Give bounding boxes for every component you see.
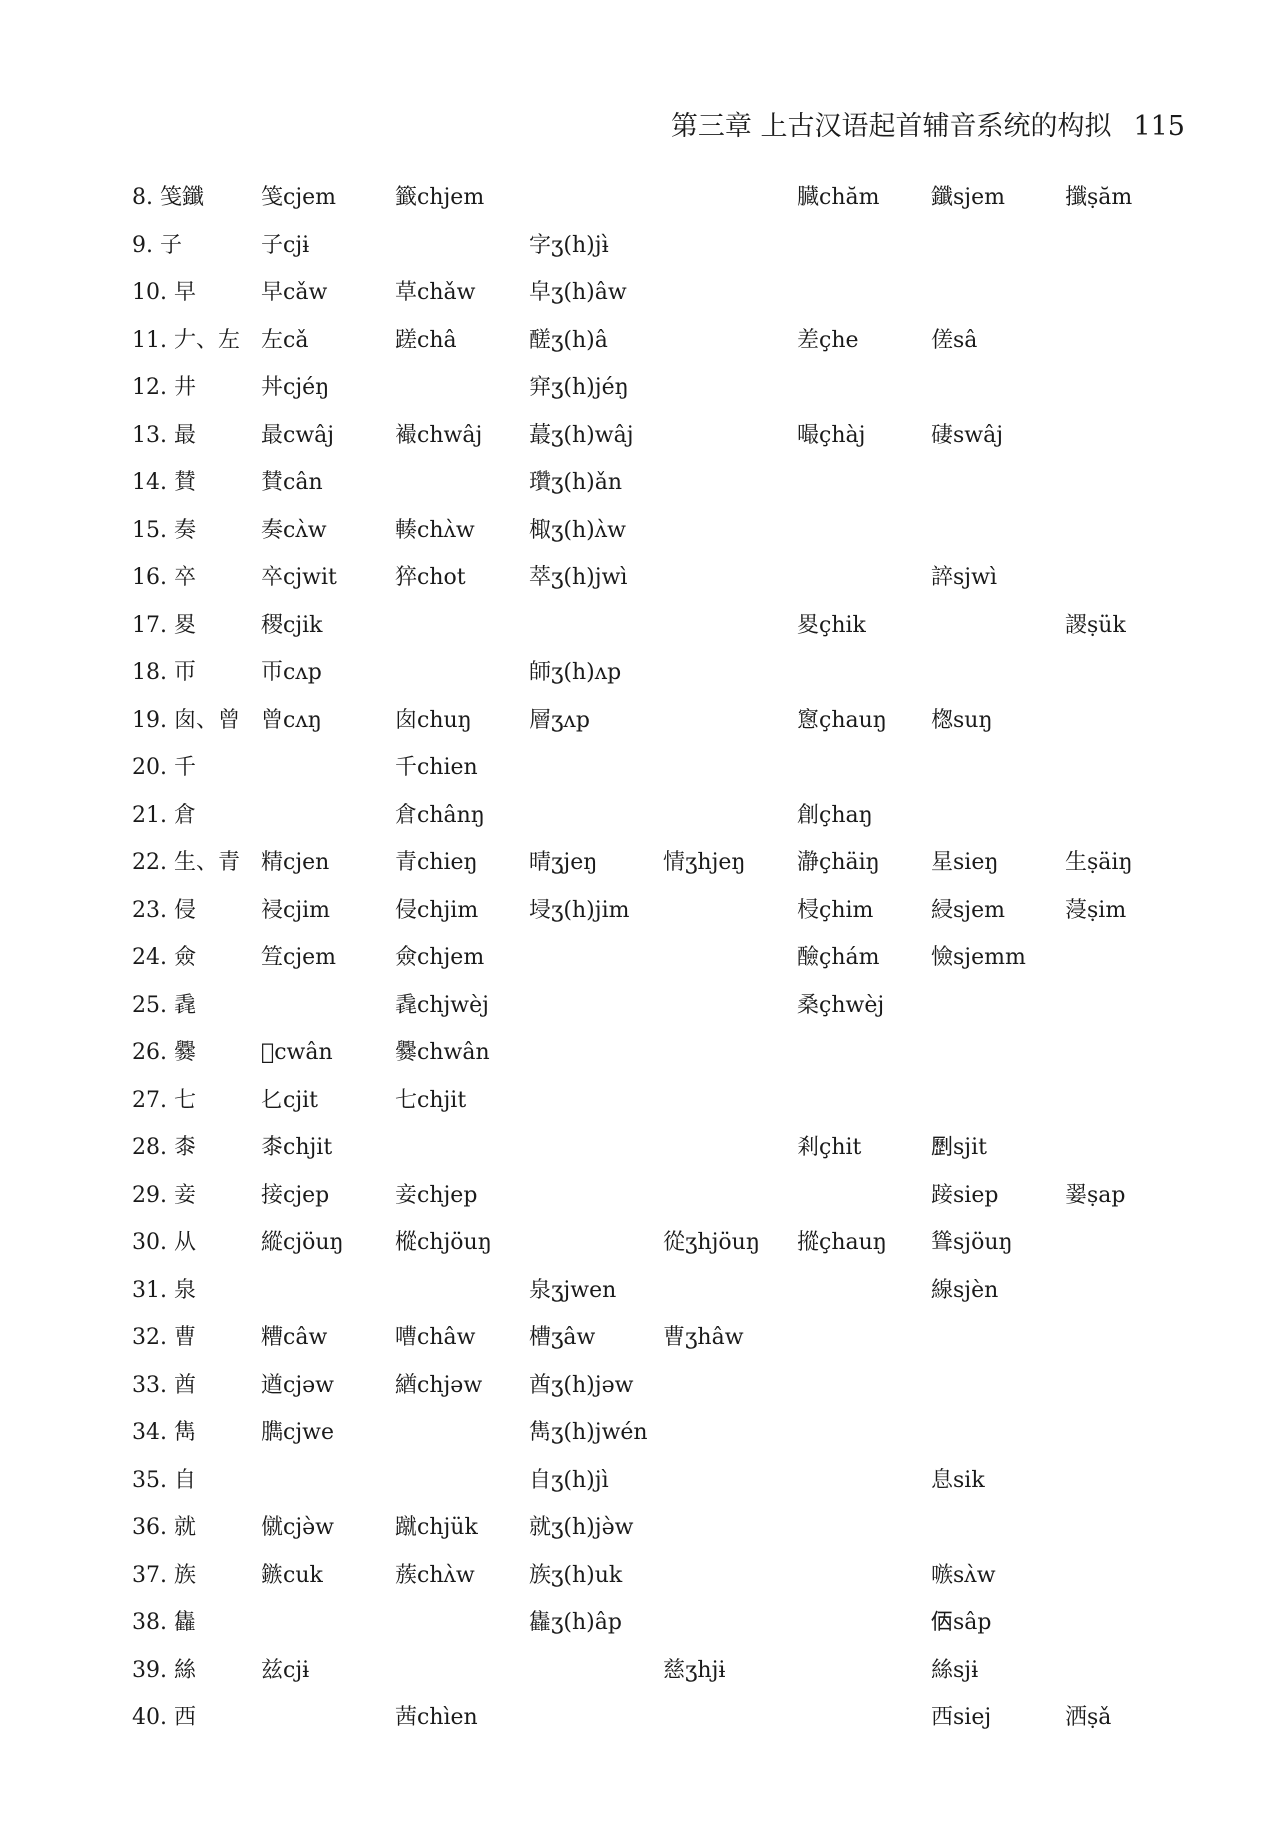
cell-retroflex-ch: 瀞çhäiŋ	[797, 850, 880, 875]
series-label: 31. 泉	[132, 1277, 196, 1303]
table-row	[132, 326, 1242, 374]
table-row	[132, 1228, 1242, 1276]
series-label: 8. 笺鑯	[132, 185, 204, 210]
cell-dz: 醝ʒ(h)â	[529, 327, 608, 353]
series-label: 28. 桼	[132, 1135, 196, 1160]
table-row	[132, 658, 1242, 706]
cell-retroflex-s: 洒ṣǎ	[1065, 1705, 1112, 1730]
table-row	[132, 183, 1242, 231]
cell-s: 𠠝sjit	[931, 1135, 987, 1160]
cell-retroflex-s: 謖ṣük	[1065, 612, 1126, 638]
cell-ch: 襊chwâj	[395, 422, 483, 448]
cell-ch: 囱chuŋ	[395, 707, 472, 733]
cell-ch: 侵chjim	[395, 897, 479, 923]
cell-dzh: 慈ʒhjɨ	[663, 1657, 726, 1683]
cell-retroflex-s: 翣ṣap	[1065, 1182, 1126, 1208]
cell-retroflex-ch: 醶çhám	[797, 945, 880, 970]
cell-dz: 萃ʒ(h)jwì	[529, 565, 628, 590]
cell-dz: 皁ʒ(h)âw	[529, 280, 627, 305]
cell-ch: 青chieŋ	[395, 850, 478, 875]
cell-c: 精cjen	[261, 850, 330, 875]
table-row	[132, 1323, 1242, 1371]
cell-s: 絲sjɨ	[931, 1657, 979, 1683]
cell-dz: 酋ʒ(h)jəw	[529, 1372, 634, 1398]
series-label: 40. 西	[132, 1705, 196, 1730]
cell-dz: 晴ʒjeŋ	[529, 850, 598, 875]
cell-c: 賛cân	[261, 470, 323, 495]
cell-retroflex-ch: 畟çhik	[797, 612, 866, 638]
cell-c: 臇cjwe	[261, 1420, 334, 1445]
cell-c: 笺cjem	[261, 185, 337, 210]
table-row	[132, 516, 1242, 564]
series-label: 23. 侵	[132, 897, 196, 923]
table-row	[132, 991, 1242, 1039]
table-row	[132, 1038, 1242, 1086]
cell-retroflex-s: 攕ṣăm	[1065, 185, 1133, 210]
series-label: 11. 𠂇、左	[132, 327, 240, 353]
cell-c: 早cǎw	[261, 280, 328, 305]
cell-dz: 層ʒʌp	[529, 707, 590, 733]
table-row	[132, 1703, 1242, 1751]
cell-ch: 嘈châw	[395, 1325, 476, 1350]
series-label: 32. 曹	[132, 1325, 196, 1350]
cell-c: 卒cjwit	[261, 565, 337, 590]
page-number: 115	[1133, 111, 1185, 142]
table-row	[132, 278, 1242, 326]
cell-s: 綅sjem	[931, 897, 1005, 923]
cell-c: 曾cʌŋ	[261, 707, 322, 733]
table-row	[132, 1656, 1242, 1704]
table-row	[132, 421, 1242, 469]
table-row	[132, 1276, 1242, 1324]
series-label: 34. 雋	[132, 1420, 196, 1445]
cell-retroflex-ch: 剎çhit	[797, 1135, 862, 1160]
cell-dz: 瓚ʒ(h)ǎn	[529, 470, 623, 495]
table-row	[132, 801, 1242, 849]
table-row	[132, 1371, 1242, 1419]
series-label: 30. 从	[132, 1230, 196, 1255]
table-row	[132, 1466, 1242, 1514]
table-row	[132, 563, 1242, 611]
cell-dz: 字ʒ(h)jɨ̀	[529, 232, 609, 258]
cell-ch: 草chǎw	[395, 280, 476, 305]
series-label: 15. 奏	[132, 517, 196, 543]
cell-retroflex-ch: 桑çhwèj	[797, 992, 885, 1018]
cell-retroflex-ch: 窻çhauŋ	[797, 707, 887, 733]
cell-ch: 茜chìen	[395, 1705, 478, 1730]
cell-dz: 棷ʒ(h)ʌ̀w	[529, 517, 627, 543]
cell-s: 踥siep	[931, 1182, 999, 1208]
cell-ch: 七chjit	[395, 1087, 467, 1113]
cell-ch: 猝chot	[395, 565, 466, 590]
cell-c: 祲cjim	[261, 897, 331, 923]
chapter-title: 第三章 上古汉语起首辅音系统的构拟	[670, 111, 1112, 142]
series-label: 19. 囱、曾	[132, 707, 240, 733]
cell-c: 最cwâj	[261, 422, 335, 448]
series-label: 22. 生、青	[132, 850, 240, 875]
series-label: 29. 妾	[132, 1182, 196, 1208]
cell-s: 傞sâ	[931, 327, 978, 353]
cell-s: 楤suŋ	[931, 707, 993, 733]
cell-retroflex-ch: 臓chăm	[797, 185, 880, 210]
table-row	[132, 231, 1242, 279]
series-label: 17. 畟	[132, 612, 196, 638]
table-row	[132, 1561, 1242, 1609]
series-label: 35. 自	[132, 1467, 196, 1493]
series-label: 20. 千	[132, 755, 196, 780]
cell-ch: 籤chjem	[395, 185, 485, 210]
cell-s: 聳sjöuŋ	[931, 1230, 1013, 1255]
phonetic-series-table	[132, 183, 1242, 1751]
series-label: 13. 最	[132, 422, 196, 448]
series-label: 10. 早	[132, 280, 196, 305]
series-label: 27. 七	[132, 1087, 196, 1113]
cell-c: 丼cjéŋ	[261, 375, 330, 400]
cell-c: 鏃cuk	[261, 1562, 323, 1588]
cell-dzh: 曹ʒhâw	[663, 1325, 744, 1350]
cell-c: 縱cjöuŋ	[261, 1230, 344, 1255]
cell-ch: 僉chjem	[395, 945, 485, 970]
cell-dz: 蕞ʒ(h)wâj	[529, 422, 634, 448]
series-label: 9. 子	[132, 232, 182, 258]
cell-dz: 師ʒ(h)ʌp	[529, 660, 622, 685]
cell-dz: 族ʒ(h)uk	[529, 1562, 623, 1588]
running-header	[671, 104, 1185, 143]
table-row	[132, 943, 1242, 991]
cell-s: 憸sjemm	[931, 945, 1026, 970]
cell-ch: 樅chjöuŋ	[395, 1230, 492, 1255]
cell-c: 帀cʌp	[261, 660, 322, 685]
table-row	[132, 1086, 1242, 1134]
cell-c: 兹cjɨ	[261, 1657, 310, 1683]
cell-ch: 毳chjwèj	[395, 992, 489, 1018]
cell-c: 子cjɨ	[261, 232, 310, 258]
cell-s: 𠈇sâp	[931, 1610, 992, 1635]
cell-c: 桼chjit	[261, 1135, 333, 1160]
table-row	[132, 706, 1242, 754]
series-label: 12. 井	[132, 375, 196, 400]
table-row	[132, 1608, 1242, 1656]
cell-retroflex-ch: 嘬çhàj	[797, 422, 866, 448]
cell-dz: 泉ʒjwen	[529, 1277, 617, 1303]
series-label: 16. 卒	[132, 565, 196, 590]
table-row	[132, 896, 1242, 944]
table-row	[132, 468, 1242, 516]
cell-c: 𠤎cjit	[261, 1087, 319, 1113]
cell-dz: 就ʒ(h)jə̀w	[529, 1515, 634, 1540]
cell-dzh: 從ʒhjöuŋ	[663, 1230, 760, 1255]
cell-ch: 倉chânŋ	[395, 802, 485, 828]
cell-c: 接cjep	[261, 1182, 330, 1208]
cell-c: 稷cjik	[261, 612, 323, 638]
cell-c: 遒cjəw	[261, 1372, 334, 1398]
table-row	[132, 373, 1242, 421]
cell-dzh: 情ʒhjeŋ	[663, 850, 746, 875]
cell-s: 西siej	[931, 1705, 992, 1730]
cell-ch: 爨chwân	[395, 1040, 490, 1065]
series-label: 14. 賛	[132, 470, 196, 495]
series-label: 38. 雥	[132, 1610, 196, 1635]
series-label: 24. 僉	[132, 945, 196, 970]
series-label: 37. 族	[132, 1562, 196, 1588]
cell-retroflex-s: 生ṣäiŋ	[1065, 850, 1133, 875]
cell-dz: 雥ʒ(h)âp	[529, 1610, 622, 1635]
cell-s: 鑯sjem	[931, 185, 1005, 210]
cell-ch: 輳chʌ̀w	[395, 517, 475, 543]
cell-retroflex-ch: 創çhaŋ	[797, 802, 873, 828]
table-row	[132, 753, 1242, 801]
cell-s: 䃀swâj	[931, 422, 1004, 448]
table-row	[132, 611, 1242, 659]
series-label: 36. 就	[132, 1515, 196, 1540]
cell-dz: 槽ʒâw	[529, 1325, 596, 1350]
cell-ch: 妾chjep	[395, 1182, 478, 1208]
cell-c: 糟câw	[261, 1325, 328, 1350]
series-label: 21. 倉	[132, 802, 196, 828]
cell-c: 奏cʌ̀w	[261, 517, 327, 543]
cell-c: 𤌬cwân	[261, 1040, 333, 1065]
cell-retroflex-s: 蓡ṣim	[1065, 897, 1127, 923]
cell-dz: 雋ʒ(h)jwén	[529, 1420, 648, 1445]
cell-s: 誶sjwì	[931, 565, 997, 590]
cell-s: 嗾sʌ̀w	[931, 1562, 996, 1588]
cell-s: 星sieŋ	[931, 850, 999, 875]
cell-retroflex-ch: 差çhe	[797, 327, 859, 353]
series-label: 26. 爨	[132, 1040, 196, 1065]
table-row	[132, 1181, 1242, 1229]
cell-ch: 蹴chjük	[395, 1515, 478, 1540]
cell-ch: 蔟chʌ̀w	[395, 1562, 475, 1588]
cell-s: 線sjèn	[931, 1277, 999, 1303]
series-label: 25. 毳	[132, 992, 196, 1018]
cell-dz: 穽ʒ(h)jéŋ	[529, 375, 629, 400]
cell-s: 息sik	[931, 1467, 985, 1493]
cell-retroflex-ch: 梫çhim	[797, 897, 874, 923]
table-row	[132, 848, 1242, 896]
table-row	[132, 1513, 1242, 1561]
cell-retroflex-ch: 摐çhauŋ	[797, 1230, 887, 1255]
cell-c: 䇘cjem	[261, 945, 337, 970]
series-label: 33. 酋	[132, 1372, 196, 1398]
table-row	[132, 1133, 1242, 1181]
cell-ch: 蹉châ	[395, 327, 457, 353]
cell-ch: 千chien	[395, 755, 478, 780]
cell-ch: 緧chjəw	[395, 1372, 483, 1398]
cell-c: 左cǎ	[261, 327, 309, 353]
cell-dz: 自ʒ(h)jì	[529, 1467, 609, 1493]
cell-dz: 埐ʒ(h)jim	[529, 897, 630, 923]
cell-c: 僦cjə̀w	[261, 1515, 334, 1540]
series-label: 18. 帀	[132, 660, 196, 685]
table-row	[132, 1418, 1242, 1466]
series-label: 39. 絲	[132, 1657, 196, 1683]
